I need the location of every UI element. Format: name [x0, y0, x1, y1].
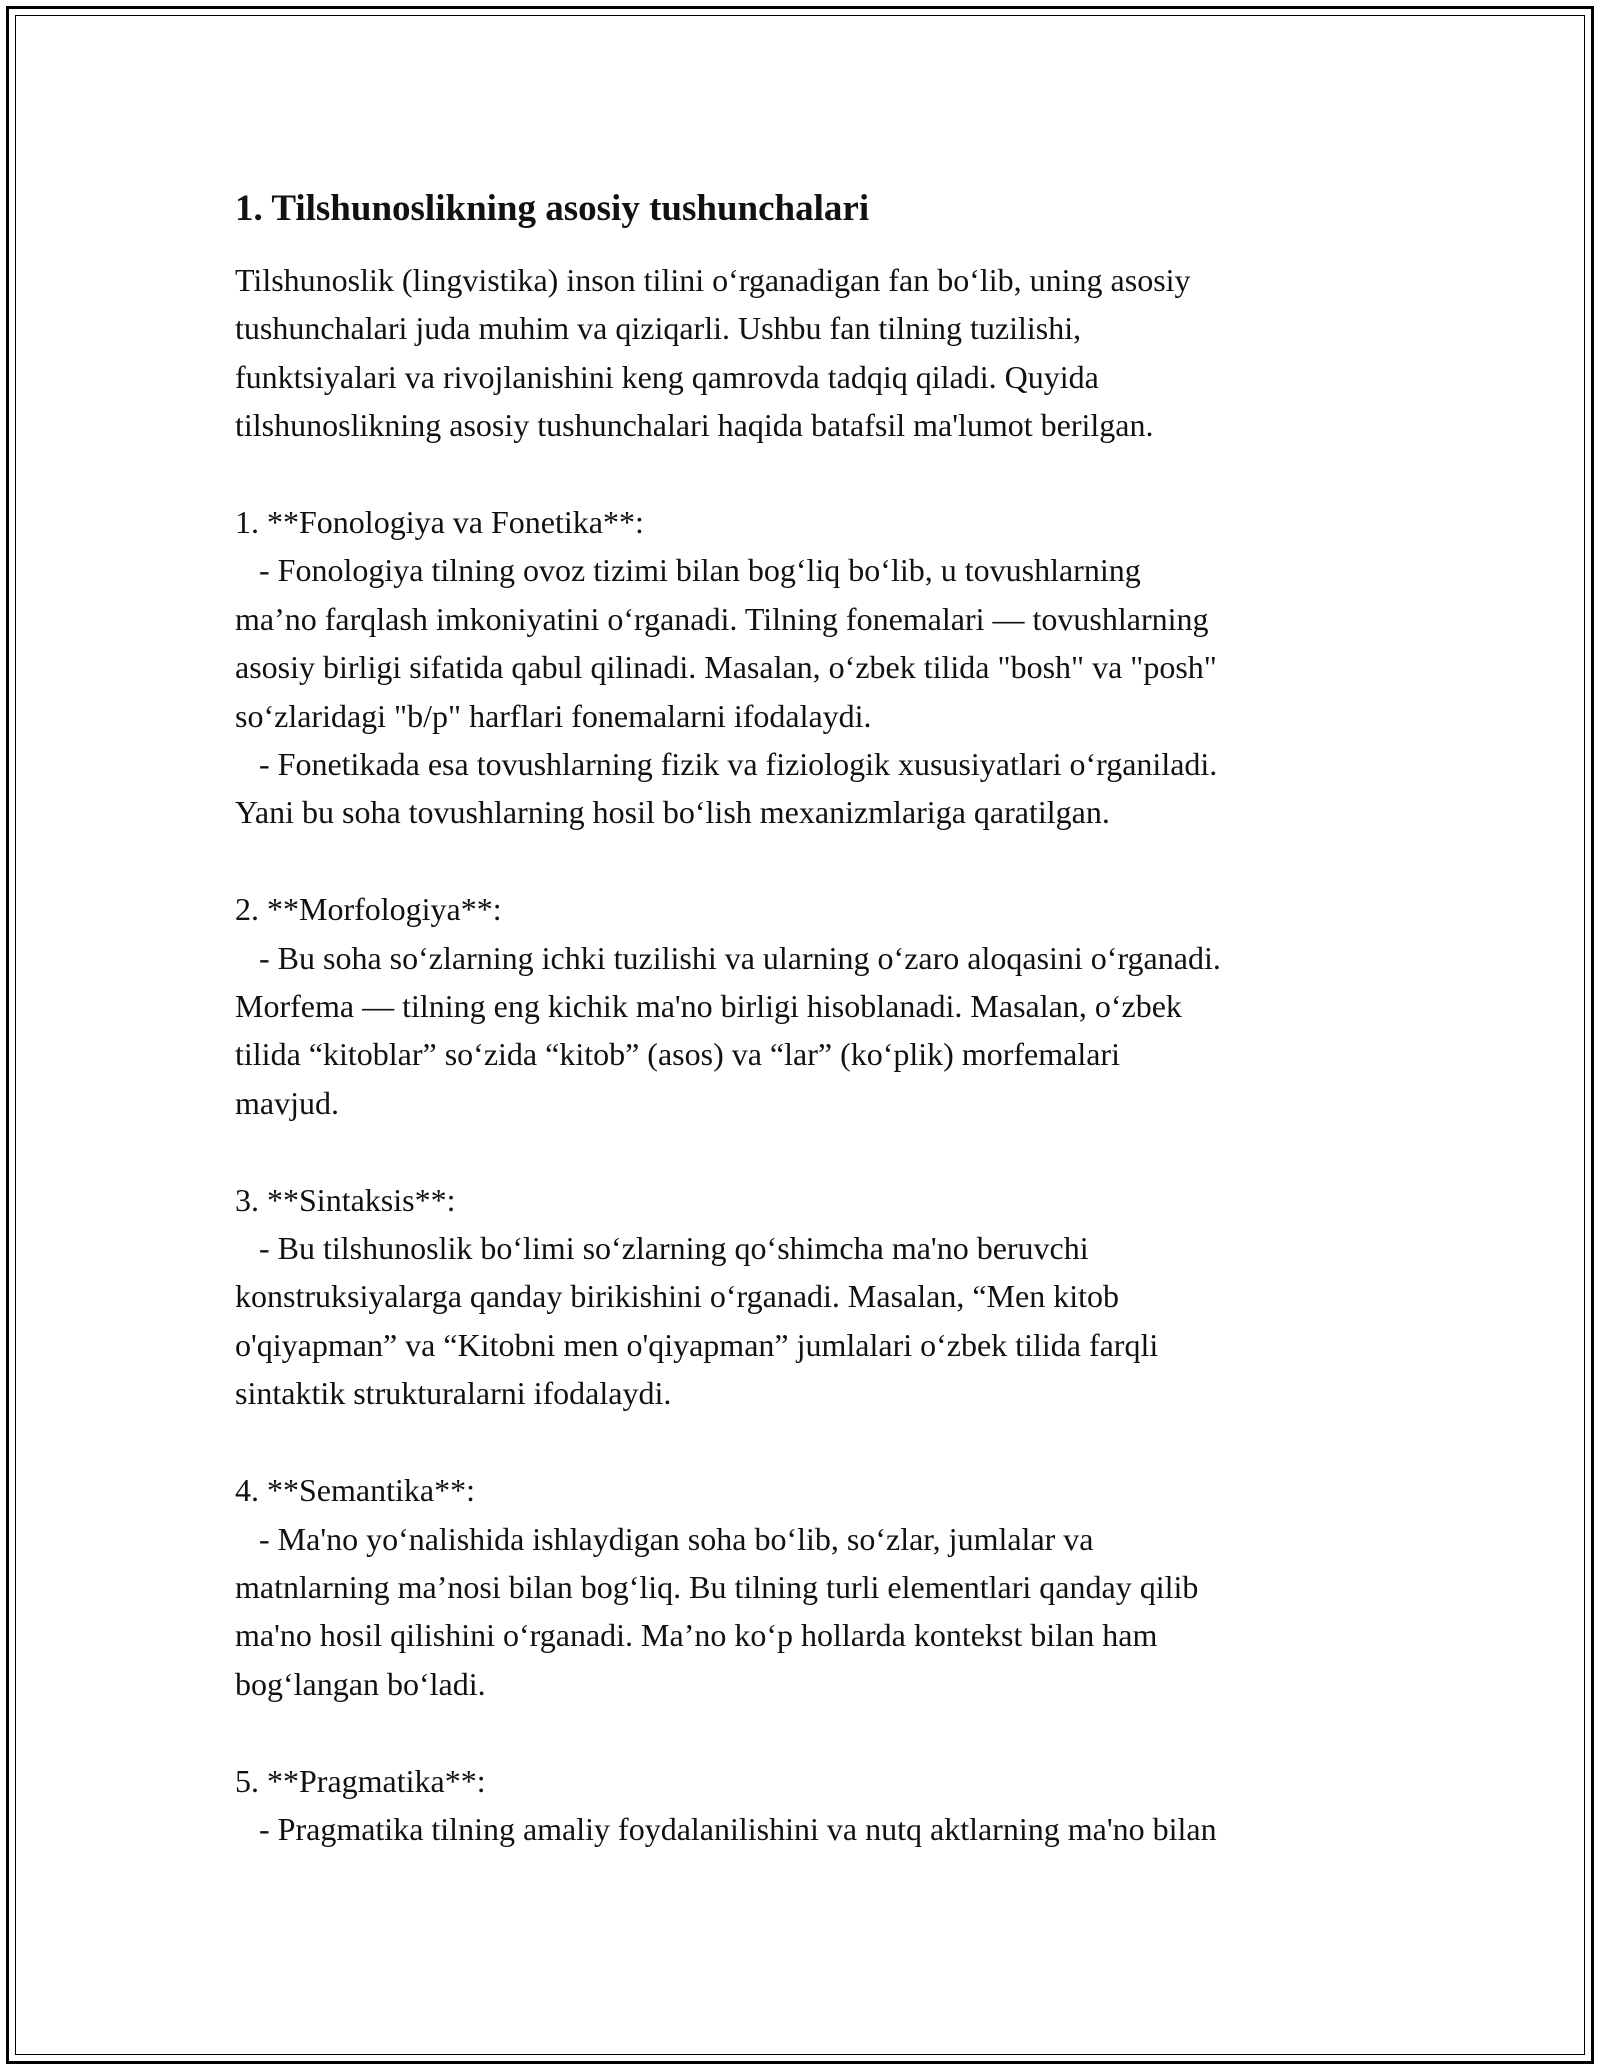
section-body-fonologiya: - Fonologiya tilning ovoz tizimi bilan bog‘liq bo‘lib, u tovushlarning ma’no farqlash imkoniyatini o‘rganadi. Tilning fonemalari — tovushlarning asosiy birligi sifatida qabul qilinadi. Masalan, o‘zbek tilida "bosh" va "posh" so‘zlaridagi "b/p" harflari fonemalarni ifodalaydi. - Fonetikada esa tovushlarning fizik va fiziologik xususiyatlari o‘rganiladi. Yani bu soha tovushlarning hosil bo‘lish mexanizmlariga qaratilgan. — [235, 552, 1218, 831]
section-body-pragmatika: - Pragmatika tilning amaliy foydalanilishini va nutq aktlarning ma'no bilan — [235, 1810, 1217, 1847]
document-body — [235, 185, 1385, 1853]
paragraph-gap — [235, 1708, 1385, 1756]
section-heading-fonologiya: 1. **Fonologiya va Fonetika**: — [235, 504, 644, 541]
paragraph-gap — [235, 1418, 1385, 1466]
document-title: 1. Tilshunoslikning asosiy tushunchalari — [235, 188, 870, 229]
section-heading-pragmatika: 5. **Pragmatika**: — [235, 1762, 486, 1799]
section-body-semantika: - Ma'no yo‘nalishida ishlaydigan soha bo‘lib, so‘zlar, jumlalar va matnlarning ma’nosi bilan bog‘liq. Bu tilning turli elementlari qanday qilib ma'no hosil qilishini o‘rganadi. Ma’no ko‘p hollarda kontekst bilan ham bog‘langan bo‘ladi. — [235, 1520, 1199, 1702]
paragraph-gap — [235, 1127, 1385, 1175]
section-body-morfologiya: - Bu soha so‘zlarning ichki tuzilishi va ularning o‘zaro aloqasini o‘rganadi. Morfema — tilning eng kichik ma'no birligi hisoblanadi. Masalan, o‘zbek tilida “kitoblar” so‘zida “kitob” (asos) va “lar” (ko‘plik) morfemalari mavjud. — [235, 939, 1221, 1121]
section-heading-semantika: 4. **Semantika**: — [235, 1472, 475, 1509]
section-heading-morfologiya: 2. **Morfologiya**: — [235, 891, 502, 928]
section-heading-sintaksis: 3. **Sintaksis**: — [235, 1181, 456, 1218]
paragraph-gap — [235, 450, 1385, 498]
intro-paragraph: Tilshunoslik (lingvistika) inson tilini o‘rganadigan fan bo‘lib, uning asosiy tushunchalari juda muhim va qiziqarli. Ushbu fan tilning tuzilishi, funktsiyalari va rivojlanishini keng qamrovda tadqiq qiladi. Quyida tilshunoslikning asosiy tushunchalari haqida batafsil ma'lumot berilgan. — [235, 262, 1191, 444]
paragraph-gap — [235, 837, 1385, 885]
section-body-sintaksis: - Bu tilshunoslik bo‘limi so‘zlarning qo‘shimcha ma'no beruvchi konstruksiyalarga qanday birikishini o‘rganadi. Masalan, “Men kitob o'qiyapman” va “Kitobni men o'qiyapman” jumlalari o‘zbek tilida farqli sintaktik strukturalarni ifodalaydi. — [235, 1230, 1159, 1412]
